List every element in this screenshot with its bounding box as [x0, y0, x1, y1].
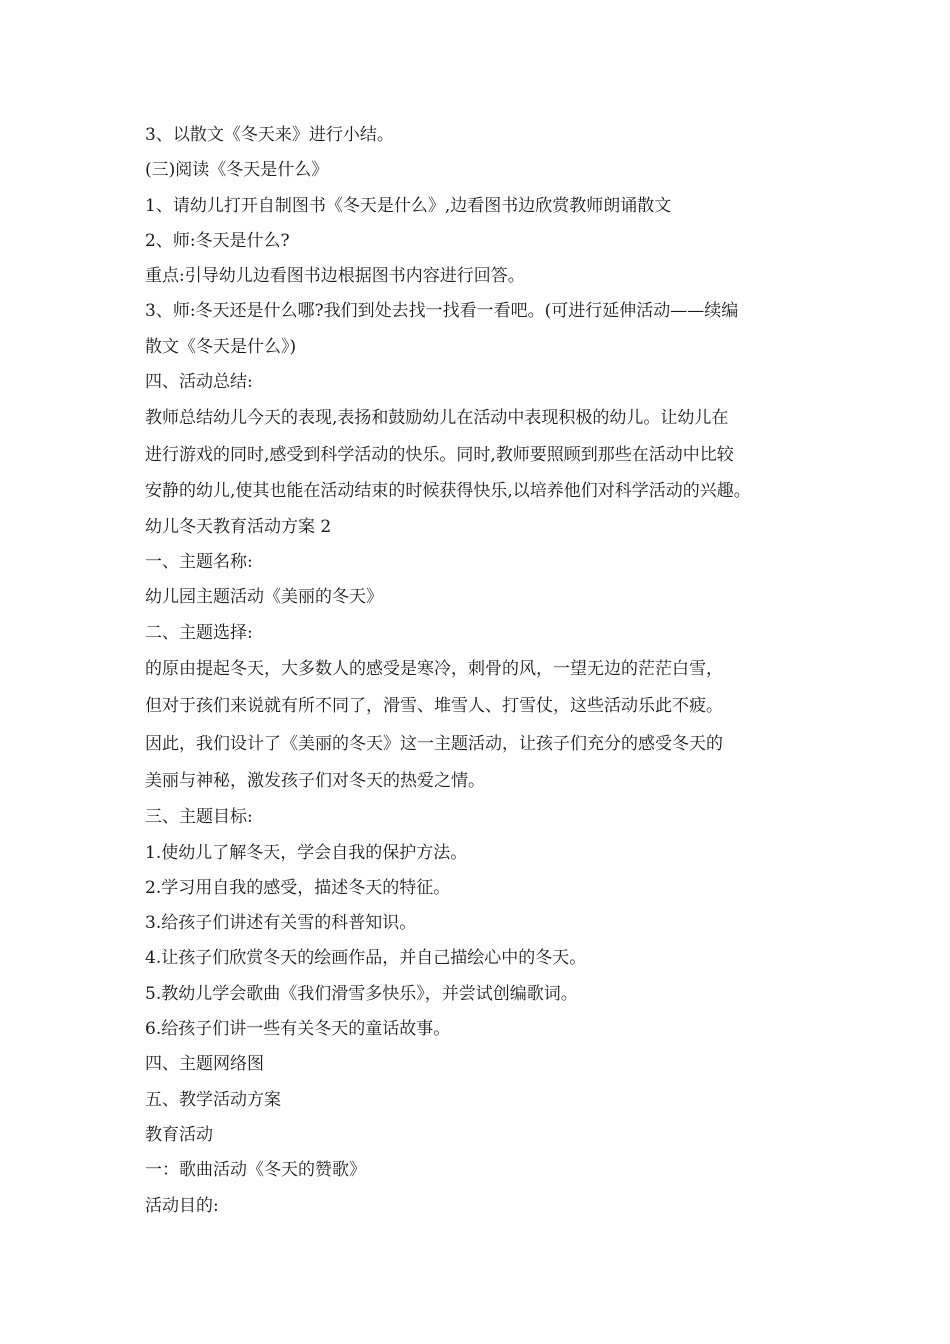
paragraph-line: 教师总结幼儿今天的表现,表扬和鼓励幼儿在活动中表现积极的幼儿。让幼儿在 [145, 408, 729, 429]
text-line: 3、师:冬天还是什么哪?我们到处去找一找看一看吧。(可进行延伸活动——续编 [145, 301, 739, 322]
paragraph-line: 的原由提起冬天，大多数人的感受是寒冷，刺骨的风，一望无边的茫茫白雪， [145, 659, 723, 680]
section-heading: 四、活动总结: [145, 372, 253, 393]
section-heading: 三、主题目标: [145, 807, 253, 828]
text-line: 教育活动 [145, 1124, 213, 1145]
text-line: 2、师:冬天是什么? [145, 230, 290, 251]
text-line: 散文《冬天是什么》) [145, 336, 297, 357]
section-heading: 二、主题选择: [145, 622, 253, 643]
section-heading: (三)阅读《冬天是什么》 [145, 160, 329, 181]
paragraph-line: 但对于孩们来说就有所不同了，滑雪、堆雪人、打雪仗，这些活动乐此不疲。 [145, 696, 723, 717]
paragraph-line: 美丽与神秘，激发孩子们对冬天的热爱之情。 [145, 770, 485, 791]
list-item: 2.学习用自我的感受，描述冬天的特征。 [145, 877, 451, 898]
list-item: 4.让孩子们欣赏冬天的绘画作品，并自己描绘心中的冬天。 [145, 948, 587, 969]
list-item: 1.使幼儿了解冬天，学会自我的保护方法。 [145, 842, 468, 863]
list-item: 5.教幼儿学会歌曲《我们滑雪多快乐》，并尝试创编歌词。 [145, 983, 578, 1004]
document-title: 幼儿冬天教育活动方案 2 [145, 516, 332, 537]
paragraph-line: 进行游戏的同时,感受到科学活动的快乐。同时,教师要照顾到那些在活动中比较 [145, 444, 734, 465]
list-item: 6.给孩子们讲一些有关冬天的童话故事。 [145, 1019, 451, 1040]
paragraph-line: 因此，我们设计了《美丽的冬天》这一主题活动，让孩子们充分的感受冬天的 [145, 733, 723, 754]
text-line: 重点:引导幼儿边看图书边根据图书内容进行回答。 [145, 266, 525, 287]
section-heading: 一、主题名称: [145, 552, 253, 573]
text-line: 幼儿园主题活动《美丽的冬天》 [145, 587, 383, 608]
document-body [145, 118, 825, 1224]
paragraph-line: 安静的幼儿,使其也能在活动结束的时候获得快乐,以培养他们对科学活动的兴趣。 [145, 481, 751, 502]
text-line: 活动目的: [145, 1195, 219, 1216]
section-heading: 四、主题网络图 [145, 1054, 264, 1075]
text-line: 3、以散文《冬天来》进行小结。 [145, 125, 394, 145]
section-heading: 五、教学活动方案 [145, 1089, 281, 1110]
text-line: 一：歌曲活动《冬天的赞歌》 [145, 1160, 366, 1181]
text-line: 1、请幼儿打开自制图书《冬天是什么》,边看图书边欣赏教师朗诵散文 [145, 195, 672, 216]
list-item: 3.给孩子们讲述有关雪的科普知识。 [145, 913, 417, 934]
